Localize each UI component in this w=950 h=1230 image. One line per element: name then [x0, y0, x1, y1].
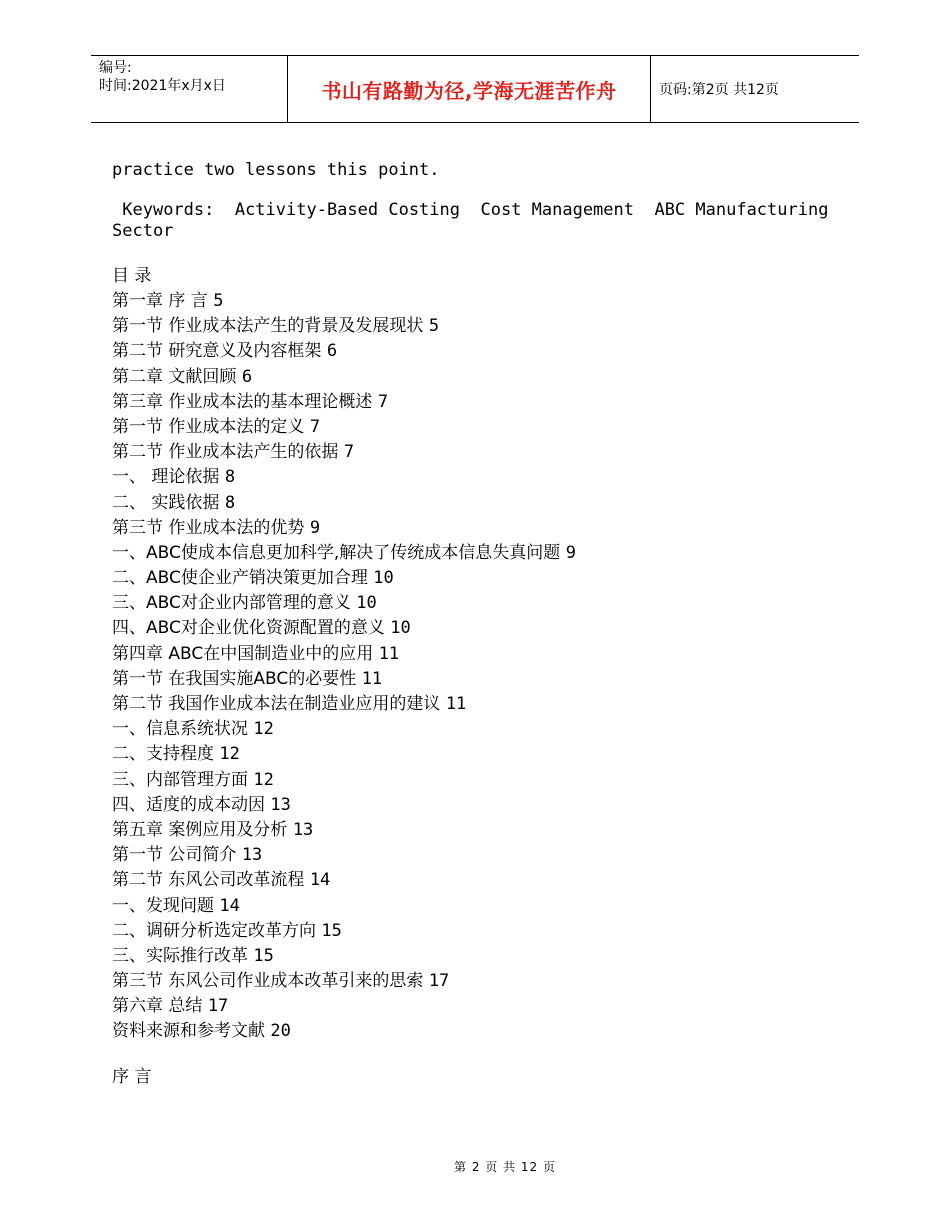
section-title-preface: 序 言: [112, 1066, 152, 1087]
toc-entry-text: 四、适度的成本动因: [112, 794, 265, 815]
time-label: 时间:2021年x月x日: [99, 78, 226, 94]
toc-entry-text: 第三节 东风公司作业成本改革引来的思索: [112, 971, 424, 992]
page-footer: [0, 1158, 950, 1175]
toc-entry-text: 二、调研分析选定改革方向: [112, 920, 316, 941]
toc-entry: [112, 919, 832, 944]
toc-entry-page: 12: [253, 769, 274, 790]
toc-entry: [112, 894, 832, 919]
toc-entry: [112, 541, 832, 566]
toc-entry-text: 二、 实践依据: [112, 492, 220, 513]
toc-entry: [112, 843, 832, 868]
toc-entry-page: 5: [213, 291, 224, 311]
toc-entry-page: 10: [373, 568, 394, 589]
toc-entry-text: 第六章 总结: [112, 996, 203, 1017]
toc-entry-page: 13: [270, 794, 291, 815]
toc-entry-text: 二、ABC使企业产销决策更加合理: [112, 568, 368, 589]
footer-page-number: 第 2 页 共 12 页: [454, 1160, 556, 1174]
toc-entry-page: 11: [378, 643, 400, 664]
toc-entry-page: 8: [224, 467, 236, 488]
toc-entry-text: 第三章 作业成本法的基本理论概述: [112, 391, 373, 412]
toc-entry-page: 7: [377, 391, 389, 412]
table-of-contents: [112, 289, 832, 1045]
toc-entry-page: 15: [321, 920, 342, 941]
toc-entry-text: 第一节 作业成本法的定义: [112, 416, 305, 437]
toc-entry-page: 20: [270, 1021, 291, 1042]
toc-entry-page: 7: [309, 416, 321, 437]
toc-entry: [112, 591, 832, 616]
toc-entry-page: 10: [390, 618, 411, 639]
toc-entry-page: 17: [207, 996, 229, 1017]
toc-entry-text: 三、ABC对企业内部管理的意义: [112, 593, 351, 614]
toc-entry-text: 第一节 公司简介: [112, 845, 237, 866]
toc-entry: [112, 566, 832, 591]
toc-entry-text: 三、内部管理方面: [112, 769, 248, 790]
toc-entry: [112, 944, 832, 969]
toc-entry-text: 第五章 案例应用及分析: [112, 819, 288, 840]
toc-entry: [112, 491, 832, 516]
toc-entry: [112, 516, 832, 541]
toc-entry: [112, 717, 832, 742]
toc-entry: [112, 314, 832, 339]
toc-entry-text: 第四章 ABC在中国制造业中的应用: [112, 643, 374, 664]
toc-entry-page: 5: [428, 316, 440, 337]
toc-entry: [112, 818, 832, 843]
toc-entry-page: 12: [219, 744, 240, 765]
toc-entry-text: 资料来源和参考文献: [112, 1021, 265, 1042]
page-info: 页码:第2页 共12页: [659, 82, 779, 98]
toc-entry-page: 17: [428, 971, 450, 992]
toc-entry: [112, 742, 832, 767]
toc-entry-page: 14: [219, 895, 240, 916]
toc-entry-text: 二、支持程度: [112, 744, 214, 765]
toc-entry-page: 13: [241, 845, 263, 866]
toc-entry-text: 第二节 我国作业成本法在制造业应用的建议: [112, 694, 441, 714]
toc-entry-page: 10: [356, 593, 377, 614]
toc-entry-text: 第一节 作业成本法产生的背景及发展现状: [112, 316, 424, 337]
toc-entry: [112, 289, 832, 314]
toc-entry-page: 6: [326, 341, 338, 362]
toc-entry-page: 11: [361, 668, 383, 689]
toc-entry: [112, 994, 832, 1019]
toc-entry: [112, 339, 832, 364]
toc-entry: [112, 440, 832, 465]
toc-entry-text: 一、ABC使成本信息更加科学,解决了传统成本信息失真问题: [112, 542, 561, 563]
document-body: [112, 160, 839, 1090]
toc-entry: [112, 768, 832, 793]
toc-entry-text: 四、ABC对企业优化资源配置的意义: [112, 618, 385, 639]
toc-entry-page: 14: [309, 870, 331, 891]
toc-entry: [112, 793, 832, 818]
toc-entry-page: 7: [343, 442, 355, 463]
toc-entry-text: 一、信息系统状况: [112, 719, 248, 740]
toc-entry-page: 13: [292, 819, 314, 840]
toc-entry: [112, 465, 832, 490]
toc-entry-text: 第二节 作业成本法产生的依据: [112, 442, 339, 463]
toc-entry-page: 6: [241, 366, 253, 387]
header-page-cell: [651, 56, 859, 122]
toc-entry: [112, 365, 832, 390]
toc-entry: [112, 616, 832, 641]
toc-entry: [112, 415, 832, 440]
toc-entry: [112, 692, 832, 717]
toc-entry-text: 三、实际推行改革: [112, 945, 248, 966]
toc-entry-page: 9: [565, 542, 576, 563]
toc-entry-text: 第一章 序 言: [112, 291, 208, 311]
toc-entry: [112, 868, 832, 893]
abstract-ending: practice two lessons this point.: [112, 160, 440, 180]
motto-text: 书山有路勤为径,学海无涯苦作舟: [321, 78, 617, 103]
toc-title: 目 录: [112, 266, 152, 286]
toc-entry-page: 8: [224, 492, 236, 513]
toc-entry-text: 第二节 东风公司改革流程: [112, 870, 305, 891]
toc-entry: [112, 642, 832, 667]
toc-entry-text: 第二节 研究意义及内容框架: [112, 341, 322, 362]
keywords: Keywords: Activity-Based Costing Cost Management ABC Manufacturing Sector: [112, 200, 839, 241]
toc-entry-page: 11: [445, 694, 467, 714]
toc-entry-page: 15: [253, 945, 274, 966]
toc-entry-text: 第一节 在我国实施ABC的必要性: [112, 668, 357, 689]
page-header: [91, 55, 859, 123]
toc-entry: [112, 969, 832, 994]
toc-entry: [112, 390, 832, 415]
toc-entry-text: 第二章 文献回顾: [112, 366, 237, 387]
toc-entry-page: 12: [253, 719, 274, 740]
header-left-cell: [91, 56, 287, 122]
header-motto-cell: [287, 56, 651, 122]
serial-label: 编号:: [99, 60, 132, 76]
toc-entry-text: 一、发现问题: [112, 895, 214, 916]
toc-entry: [112, 667, 832, 692]
toc-entry: [112, 1019, 832, 1044]
toc-entry-text: 第三节 作业成本法的优势: [112, 517, 305, 538]
toc-entry-text: 一、 理论依据: [112, 467, 220, 488]
toc-entry-page: 9: [309, 517, 321, 538]
